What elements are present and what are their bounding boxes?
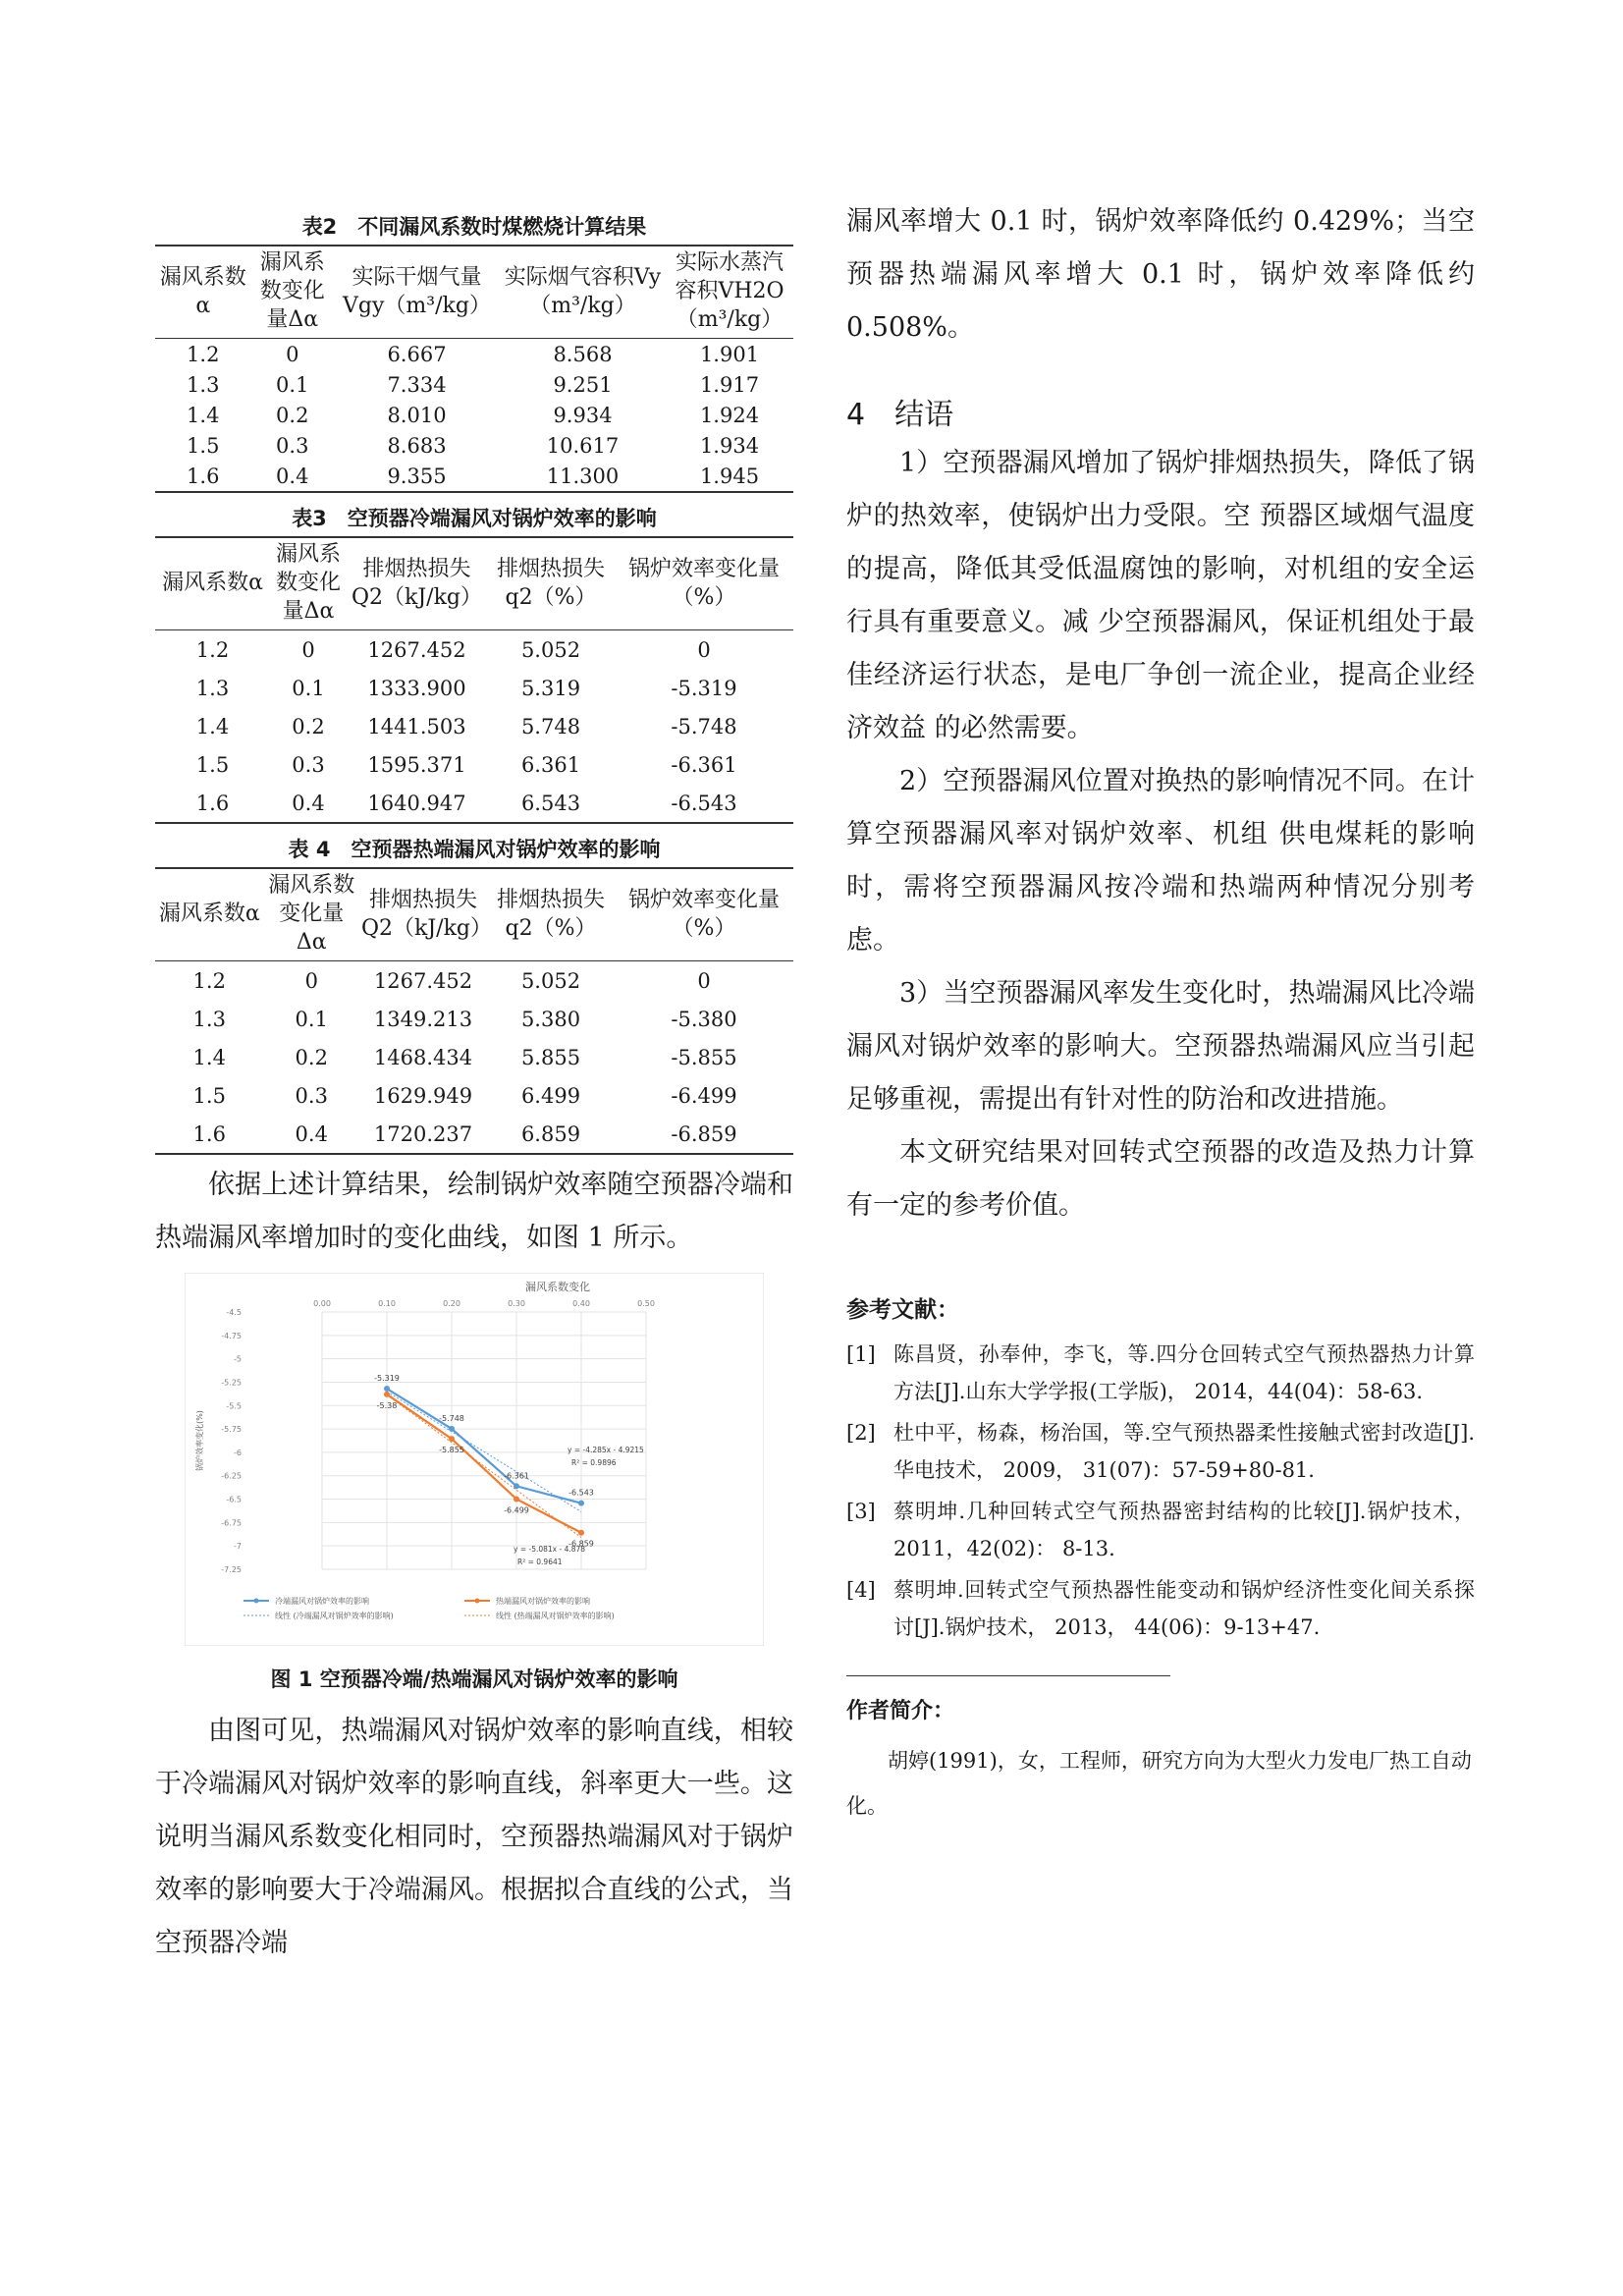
y-tick-label: -5.5 bbox=[226, 1401, 242, 1411]
section-title: 4 结语 bbox=[846, 398, 954, 432]
y-tick-label: -6.75 bbox=[221, 1518, 242, 1528]
table3-header: 漏风系数变化量Δα bbox=[270, 537, 347, 630]
table3 bbox=[155, 536, 793, 824]
legend-label: 热端漏风对锅炉效率的影响 bbox=[496, 1597, 590, 1606]
reference-text: 杜中平，杨森，杨治国，等.空气预热器柔性接触式密封改造[J].华电技术， 2009， 31(07)：57-59+80-81. bbox=[893, 1421, 1475, 1482]
table4-row bbox=[155, 961, 793, 1001]
table2-cell: 8.010 bbox=[387, 403, 447, 427]
y-tick-label: -7 bbox=[234, 1542, 242, 1552]
table3-cell: 6.543 bbox=[520, 791, 581, 815]
y-tick-label: -5.25 bbox=[221, 1378, 242, 1388]
x-tick-label: 0.10 bbox=[378, 1299, 396, 1308]
table2-row bbox=[155, 400, 793, 430]
table2-cell: 1.6 bbox=[187, 464, 220, 488]
table2-cell: 8.683 bbox=[387, 433, 447, 458]
author-title: 作者简介： bbox=[846, 1699, 955, 1723]
y-axis-label: 锅炉效率变化(%) bbox=[195, 1410, 204, 1471]
table3-row bbox=[155, 669, 793, 707]
x-tick-label: 0.40 bbox=[572, 1299, 590, 1308]
table4-row bbox=[155, 1115, 793, 1154]
table4-cell: -5.380 bbox=[671, 1007, 737, 1031]
data-point bbox=[514, 1496, 519, 1502]
table4-cell: 1.2 bbox=[192, 968, 226, 993]
table3-row bbox=[155, 630, 793, 670]
table3-row bbox=[155, 745, 793, 784]
data-point bbox=[384, 1386, 390, 1392]
table3-header: 排烟热损失Q2（kJ/kg） bbox=[347, 537, 487, 630]
table2-cell: 11.300 bbox=[546, 464, 620, 488]
table2 bbox=[155, 245, 793, 493]
table4-cell: 0 bbox=[304, 968, 318, 993]
table3-cell: 1640.947 bbox=[367, 791, 466, 815]
table3-cell: 1333.900 bbox=[367, 676, 466, 700]
table3-cell: 0.1 bbox=[292, 676, 325, 700]
table2-header: 实际烟气容积Vy（m³/kg） bbox=[500, 246, 666, 339]
figure-1 bbox=[185, 1273, 764, 1650]
table3-row bbox=[155, 784, 793, 823]
reference-text: 蔡明坤.回转式空气预热器性能变动和锅炉经济性变化间关系探讨[J].锅炉技术， 2013， 44(06)：9-13+47. bbox=[893, 1578, 1475, 1639]
left-column bbox=[155, 201, 793, 1970]
table4-cell: 5.380 bbox=[520, 1007, 581, 1031]
table2-cell: 9.251 bbox=[553, 372, 613, 397]
legend-label: 冷端漏风对锅炉效率的影响 bbox=[275, 1597, 369, 1606]
trendline-equation: y = -5.081x - 4.878 bbox=[514, 1545, 586, 1554]
table4-header-row bbox=[155, 868, 793, 961]
reference-number: [4] bbox=[846, 1578, 876, 1602]
table2-row bbox=[155, 339, 793, 370]
table4-cell: 1720.237 bbox=[373, 1121, 473, 1146]
table4-header: 排烟热损失q2（%） bbox=[487, 868, 615, 961]
table4-cell: 5.855 bbox=[520, 1045, 581, 1069]
table4-row bbox=[155, 1000, 793, 1038]
legend-marker bbox=[254, 1599, 259, 1604]
data-label: -6.499 bbox=[504, 1505, 529, 1515]
y-tick-label: -4.75 bbox=[221, 1331, 242, 1340]
legend-marker bbox=[475, 1599, 480, 1604]
data-label: -6.543 bbox=[568, 1488, 594, 1498]
table4-row bbox=[155, 1038, 793, 1076]
table4-header: 漏风系数变化量Δα bbox=[264, 868, 360, 961]
table3-cell: 1.2 bbox=[195, 637, 230, 662]
y-tick-label: -6.5 bbox=[226, 1495, 242, 1504]
table3-cell: -5.319 bbox=[671, 676, 737, 700]
table4-caption: 表 4 空预器热端漏风对锅炉效率的影响 bbox=[288, 838, 661, 861]
table2-cell: 8.568 bbox=[553, 342, 613, 366]
data-point bbox=[384, 1392, 390, 1397]
reference-text: 蔡明坤.几种回转式空气预热器密封结构的比较[J].锅炉技术，2011，42(02)： 8-13. bbox=[893, 1500, 1475, 1560]
table2-cell: 0.4 bbox=[276, 464, 309, 488]
paragraph-figure-analysis: 由图可见，热端漏风对锅炉效率的影响直线，相较于冷端漏风对锅炉效率的影响直线，斜率更大一些。这说明当漏风系数变化相同时，空预器热端漏风对于锅炉效率的影响要大于冷端漏风。根据拟合直线的公式，当空预器冷端 bbox=[155, 1716, 793, 1958]
table3-cell: 5.748 bbox=[520, 714, 581, 738]
table2-cell: 1.901 bbox=[699, 342, 760, 366]
table3-cell: 1.4 bbox=[195, 714, 230, 738]
paragraph-figure-intro: 依据上述计算结果，绘制锅炉效率随空预器冷端和热端漏风率增加时的变化曲线，如图 1 所示。 bbox=[155, 1170, 793, 1253]
table4-cell: 1.4 bbox=[192, 1045, 226, 1069]
table2-cell: 6.667 bbox=[387, 342, 447, 366]
y-tick-label: -5 bbox=[234, 1354, 242, 1364]
chart-title: 漏风系数变化 bbox=[525, 1281, 590, 1293]
data-point bbox=[578, 1530, 584, 1536]
reference-item bbox=[846, 1493, 1475, 1567]
table4-cell: 0.1 bbox=[295, 1007, 328, 1031]
right-column bbox=[846, 201, 1475, 1829]
data-label: -6.361 bbox=[504, 1471, 529, 1481]
table2-cell: 9.355 bbox=[387, 464, 447, 488]
table2-cell: 0.2 bbox=[276, 403, 309, 427]
y-tick-label: -6.25 bbox=[221, 1471, 242, 1481]
table2-cell: 1.3 bbox=[187, 372, 220, 397]
data-label: -6.859 bbox=[568, 1539, 594, 1549]
x-tick-label: 0.30 bbox=[508, 1299, 525, 1308]
table2-row bbox=[155, 461, 793, 492]
table4-header: 锅炉效率变化量（%） bbox=[615, 868, 793, 961]
table4-cell: 1267.452 bbox=[373, 968, 473, 993]
reference-item bbox=[846, 1336, 1475, 1410]
conclusion-2: 2）空预器漏风位置对换热的影响情况不同。在计算空预器漏风率对锅炉效率、机组 供电煤耗的影响时，需将空预器漏风按冷端和热端两种情况分别考虑。 bbox=[846, 766, 1475, 956]
table2-caption: 表2 不同漏风系数时煤燃烧计算结果 bbox=[301, 215, 647, 239]
data-label: -5.319 bbox=[374, 1374, 400, 1384]
table4-cell: 1629.949 bbox=[373, 1083, 473, 1108]
table2-header: 漏风系数α bbox=[155, 246, 251, 339]
table2-cell: 1.934 bbox=[699, 433, 760, 458]
table2-cell: 1.917 bbox=[699, 372, 760, 397]
table3-cell: 0 bbox=[301, 637, 315, 662]
legend-label: 线性 (冷端漏风对锅炉效率的影响) bbox=[275, 1612, 394, 1620]
table2-cell: 7.334 bbox=[387, 372, 447, 397]
efficiency-chart bbox=[185, 1273, 764, 1646]
table4-cell: 0.3 bbox=[295, 1083, 328, 1108]
table4-cell: 5.052 bbox=[520, 968, 581, 993]
table2-header: 实际水蒸汽容积VH2O（m³/kg） bbox=[666, 246, 793, 339]
table3-header: 漏风系数α bbox=[155, 537, 270, 630]
references-title: 参考文献： bbox=[846, 1297, 959, 1323]
table2-cell: 1.2 bbox=[187, 342, 220, 366]
table4-cell: -6.859 bbox=[671, 1121, 737, 1146]
table3-header: 锅炉效率变化量（%） bbox=[615, 537, 793, 630]
data-label: -5.38 bbox=[376, 1400, 398, 1410]
data-label: -5.855 bbox=[439, 1446, 464, 1455]
legend-label: 线性 (热端漏风对锅炉效率的影响) bbox=[496, 1612, 615, 1620]
table4-header: 排烟热损失Q2（kJ/kg） bbox=[359, 868, 487, 961]
table3-cell: 5.052 bbox=[520, 637, 581, 662]
paragraph-continued: 漏风率增大 0.1 时，锅炉效率降低约 0.429%；当空预器热端漏风率增大 0.1 时，锅炉效率降低约 0.508%。 bbox=[846, 206, 1475, 343]
table4-cell: 1.3 bbox=[192, 1007, 226, 1031]
table3-header-row bbox=[155, 537, 793, 630]
trendline-r2: R² = 0.9641 bbox=[517, 1558, 563, 1566]
table2-cell: 0.3 bbox=[276, 433, 309, 458]
table3-cell: 1595.371 bbox=[367, 752, 466, 777]
x-tick-label: 0.50 bbox=[637, 1299, 655, 1308]
table4-cell: 6.859 bbox=[520, 1121, 581, 1146]
table2-cell: 1.945 bbox=[699, 464, 760, 488]
table3-cell: 0 bbox=[697, 637, 711, 662]
reference-number: [3] bbox=[846, 1500, 876, 1523]
table3-cell: 5.319 bbox=[520, 676, 581, 700]
data-label: -5.748 bbox=[439, 1413, 464, 1423]
table2-cell: 1.924 bbox=[699, 403, 760, 427]
table2-header: 实际干烟气量Vgy（m³/kg） bbox=[334, 246, 500, 339]
footnote-divider bbox=[846, 1675, 1170, 1676]
table3-cell: -5.748 bbox=[671, 714, 737, 738]
trendline-equation: y = -4.285x - 4.9215 bbox=[568, 1446, 644, 1454]
reference-number: [1] bbox=[846, 1342, 876, 1366]
x-tick-label: 0.00 bbox=[313, 1299, 331, 1308]
table2-header: 漏风系数变化量Δα bbox=[251, 246, 335, 339]
conclusion-1: 1）空预器漏风增加了锅炉排烟热损失，降低了锅炉的热效率，使锅炉出力受限。空 预器区域烟气温度的提高，降低其受低温腐蚀的影响，对机组的安全运行具有重要意义。减 少空预器漏风，保证机组处于最佳经济运行状态，是电厂争创一流企业，提高企业经济效益 的必然需要。 bbox=[846, 448, 1475, 743]
table4-cell: 0 bbox=[697, 968, 711, 993]
y-tick-label: -5.75 bbox=[221, 1425, 242, 1435]
table4-cell: 1.5 bbox=[192, 1083, 226, 1108]
table4-cell: 0.2 bbox=[295, 1045, 328, 1069]
table2-row bbox=[155, 430, 793, 461]
conclusion-3: 3）当空预器漏风率发生变化时，热端漏风比冷端漏风对锅炉效率的影响大。空预器热端漏风应当引起足够重视，需提出有针对性的防治和改进措施。 bbox=[846, 978, 1475, 1115]
table2-cell: 0 bbox=[286, 342, 299, 366]
y-tick-label: -7.25 bbox=[221, 1565, 242, 1574]
table3-caption: 表3 空预器冷端漏风对锅炉效率的影响 bbox=[292, 507, 657, 530]
table4-cell: 1468.434 bbox=[373, 1045, 473, 1069]
table2-cell: 0.1 bbox=[276, 372, 309, 397]
reference-number: [2] bbox=[846, 1421, 876, 1445]
table2-header-row bbox=[155, 246, 793, 339]
table3-row bbox=[155, 707, 793, 745]
table3-cell: 1.6 bbox=[195, 791, 230, 815]
table3-cell: 0.3 bbox=[292, 752, 325, 777]
table3-cell: 0.4 bbox=[292, 791, 325, 815]
table4-cell: -6.499 bbox=[671, 1083, 737, 1108]
data-point bbox=[449, 1436, 455, 1442]
author-bio: 胡婷(1991)，女，工程师，研究方向为大型火力发电厂热工自动化。 bbox=[846, 1749, 1472, 1818]
table3-cell: 1441.503 bbox=[367, 714, 466, 738]
reference-text: 陈昌贤，孙奉仲，李飞，等.四分仓回转式空气预热器热力计算方法[J].山东大学学报(工学版)， 2014，44(04)：58-63. bbox=[893, 1342, 1475, 1403]
table3-cell: 1.3 bbox=[195, 676, 230, 700]
table3-cell: -6.543 bbox=[671, 791, 737, 815]
table4-header: 漏风系数α bbox=[155, 868, 264, 961]
table2-row bbox=[155, 369, 793, 400]
y-tick-label: -4.5 bbox=[226, 1308, 242, 1317]
data-point bbox=[514, 1483, 519, 1489]
table4 bbox=[155, 867, 793, 1155]
reference-item bbox=[846, 1414, 1475, 1489]
table4-cell: 1349.213 bbox=[373, 1007, 473, 1031]
table2-cell: 9.934 bbox=[553, 403, 613, 427]
table4-cell: -5.855 bbox=[671, 1045, 737, 1069]
table3-cell: 1267.452 bbox=[367, 637, 466, 662]
reference-item bbox=[846, 1571, 1475, 1646]
table4-cell: 1.6 bbox=[192, 1121, 226, 1146]
y-tick-label: -6 bbox=[234, 1448, 242, 1457]
table2-cell: 1.5 bbox=[187, 433, 220, 458]
table2-cell: 1.4 bbox=[187, 403, 220, 427]
conclusion-4: 本文研究结果对回转式空预器的改造及热力计算有一定的参考价值。 bbox=[846, 1137, 1475, 1221]
table3-cell: 0.2 bbox=[292, 714, 325, 738]
x-tick-label: 0.20 bbox=[443, 1299, 460, 1308]
trendline-r2: R² = 0.9896 bbox=[571, 1458, 617, 1467]
table2-cell: 10.617 bbox=[546, 433, 620, 458]
table4-row bbox=[155, 1076, 793, 1115]
table4-cell: 0.4 bbox=[295, 1121, 328, 1146]
data-point bbox=[578, 1501, 584, 1506]
data-point bbox=[449, 1426, 455, 1432]
table3-cell: -6.361 bbox=[671, 752, 737, 777]
table4-cell: 6.499 bbox=[520, 1083, 581, 1108]
table3-cell: 1.5 bbox=[195, 752, 230, 777]
table3-header: 排烟热损失q2（%） bbox=[487, 537, 615, 630]
figure-caption: 图 1 空预器冷端/热端漏风对锅炉效率的影响 bbox=[270, 1667, 678, 1691]
table3-cell: 6.361 bbox=[520, 752, 581, 777]
